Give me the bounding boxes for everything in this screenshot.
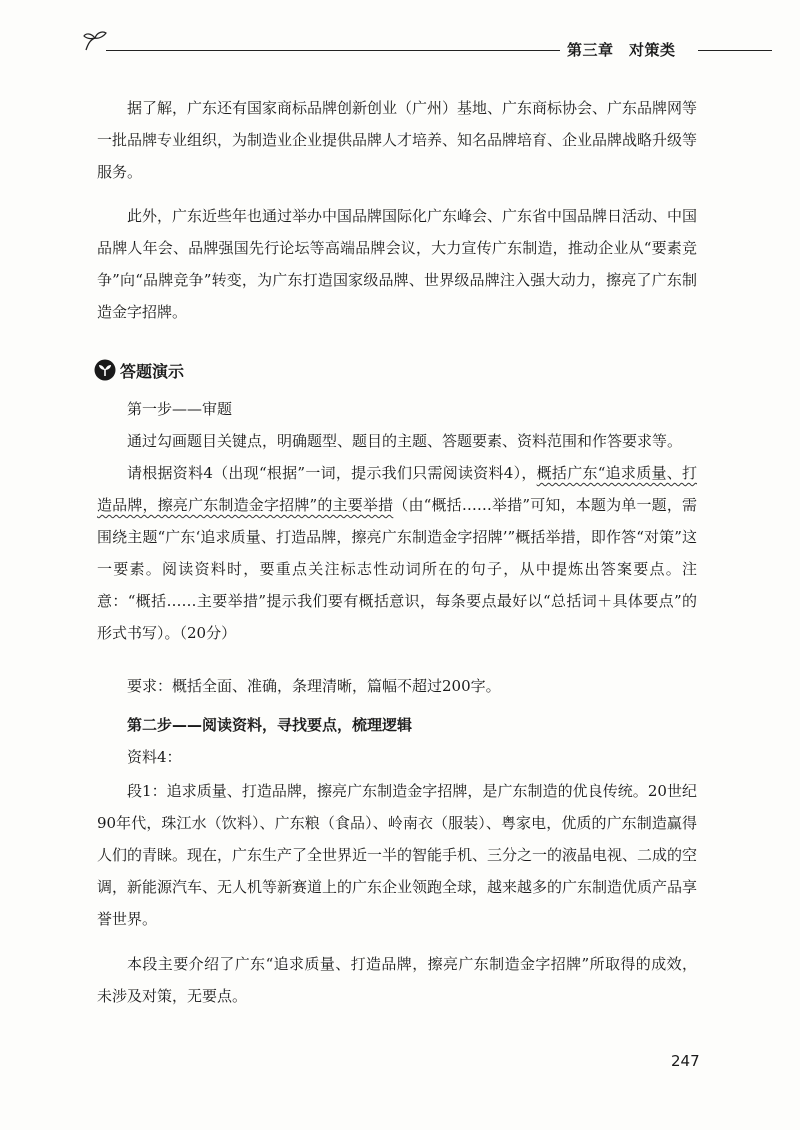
paragraph: 据了解，广东还有国家商标品牌创新创业（广州）基地、广东商标协会、广东品牌网等一批品牌专业组织，为制造业企业提供品牌人才培养、知名品牌培育、企业品牌战略升级等服务。: [97, 99, 698, 181]
sprout-icon: [82, 30, 108, 52]
step-heading: 第一步——审题: [127, 400, 233, 418]
header-rule-right: [698, 50, 772, 51]
question-text-c: （由“概括……举措”可知，本题为单一题，需围绕主题“广东‘追求质量、打造品牌，擦亮广东制造金字招牌’”概括举措，即作答“对策”这一要素。阅读资料时，要重点关注标志性动词所在的句子，从中提炼出答案要点。注意：“概括……主要举措”提示我们要有概括意识，每条要点最好以“总括词＋具体要点”的形式书写）。（20分）: [97, 496, 698, 642]
material-paragraph: 段1：追求质量、打造品牌，擦亮广东制造金字招牌，是广东制造的优良传统。20世纪90年代，珠江水（饮料）、广东粮（食品）、岭南衣（服装）、粤家电，优质的广东制造赢得人们的青睐。现在，广东生产了全世界近一半的智能手机、三分之一的液晶电视、二成的空调，新能源汽车、无人机等新赛道上的广东企业领跑全球，越来越多的广东制造优质产品享誉世界。: [97, 782, 698, 928]
requirement-text: 要求：概括全面、准确，条理清晰，篇幅不超过200字。: [127, 677, 501, 695]
section-heading: [94, 356, 184, 384]
page-number: 247: [671, 1052, 700, 1070]
paragraph: 通过勾画题目关键点，明确题型、题目的主题、答题要素、资料范围和作答要求等。: [127, 432, 683, 450]
paragraph: 此外，广东近些年也通过举办中国品牌国际化广东峰会、广东省中国品牌日活动、中国品牌人年会、品牌强国先行论坛等高端品牌会议，大力宣传广东制造，推动企业从“要素竞争”向“品牌竞争”转变，为广东打造国家级品牌、世界级品牌注入强大动力，擦亮了广东制造金字招牌。: [97, 207, 698, 321]
material-label: 资料4：: [127, 748, 182, 766]
question-text-a: 请根据资料4（出现“根据”一词，提示我们只需阅读资料4），: [127, 464, 537, 482]
header-rule-left: [106, 50, 560, 51]
step-heading: 第二步——阅读资料，寻找要点，梳理逻辑: [127, 716, 413, 734]
sprout-badge-icon: [94, 359, 116, 381]
question-key-phrase: 概括广东“追求质量、打造品牌，擦亮广东制造金字招牌”的主要举措: [97, 464, 697, 514]
chapter-title: 第三章 对策类: [567, 41, 676, 59]
section-title: 答题演示: [120, 361, 185, 381]
analysis-paragraph: 本段主要介绍了广东“追求质量、打造品牌，擦亮广东制造金字招牌”所取得的成效，未涉及对策，无要点。: [97, 955, 697, 1005]
question-paragraph: [97, 457, 697, 649]
